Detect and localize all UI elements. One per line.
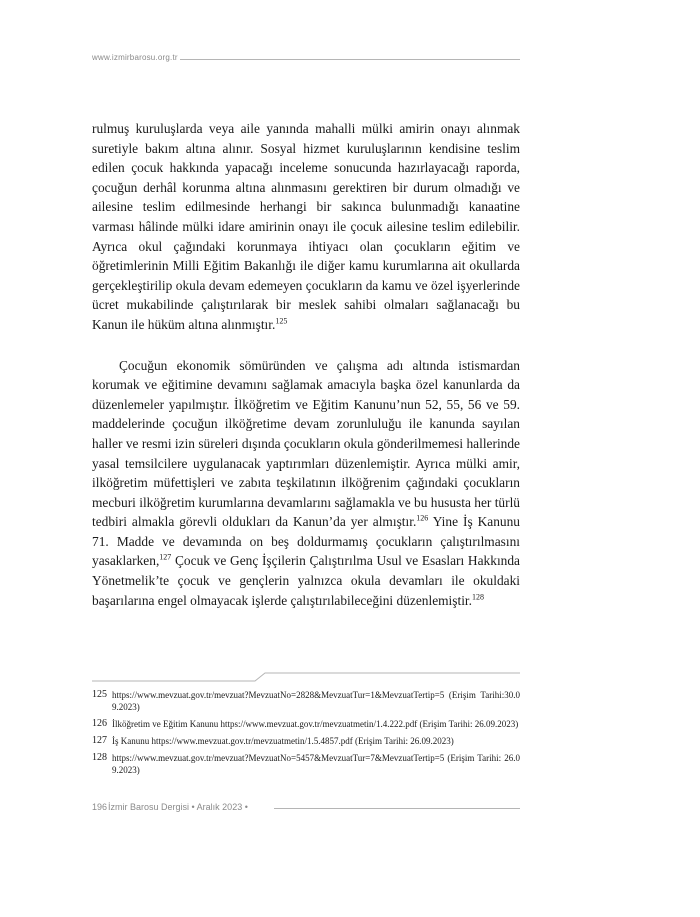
footnote-125 xyxy=(92,689,520,713)
paragraph-2-text-2: Yine İş Kanunu 71. Madde ve devamında on beş doldurmamış çocukların çalıştırılmasını yasaklarken, xyxy=(92,514,520,569)
header-rule xyxy=(180,59,520,60)
footnote-number: 128 xyxy=(92,752,107,763)
page-header xyxy=(92,53,520,67)
footnote-127 xyxy=(92,735,520,747)
footnote-126 xyxy=(92,718,520,730)
paragraph-1 xyxy=(92,119,520,335)
footnote-128 xyxy=(92,752,520,776)
body-text xyxy=(92,119,520,610)
footnote-text: https://www.mevzuat.gov.tr/mevzuat?MevzuatNo=5457&MevzuatTur=7&MevzuatTertip=5 (Erişim Tarihi: 26.09.2023) xyxy=(112,753,520,775)
footnote-number: 127 xyxy=(92,735,107,746)
footnote-ref-127: 127 xyxy=(159,553,172,562)
footnote-text: https://www.mevzuat.gov.tr/mevzuat?MevzuatNo=2828&MevzuatTur=1&MevzuatTertip=5 (Erişim Tarihi:30.09.2023) xyxy=(112,690,520,712)
journal-title: İzmir Barosu Dergisi • Aralık 2023 • xyxy=(108,802,248,812)
footnotes xyxy=(92,689,520,781)
footnote-separator xyxy=(92,671,520,683)
footnote-text: İş Kanunu https://www.mevzuat.gov.tr/mevzuatmetin/1.5.4857.pdf (Erişim Tarihi: 26.09.2023) xyxy=(112,736,454,746)
footer-rule xyxy=(274,808,520,809)
footnote-ref-128: 128 xyxy=(472,592,484,602)
footnote-ref-126: 126 xyxy=(416,513,429,523)
header-site-url: www.izmirbarosu.org.tr xyxy=(92,53,178,62)
page-number: 196 xyxy=(92,802,108,812)
footnote-number: 126 xyxy=(92,718,107,729)
paragraph-2-text-1: Çocuğun ekonomik sömüründen ve çalışma adı altında istismardan korumak ve eğitimine devamını sağlamak amacıyla başka özel kanunlarda da düzenlemeler yapılmıştır. İlköğretim ve Eğitim Kanunu’nun 52, 55, 56 ve 59. maddelerinde çocuğun ilköğretime devam zorunluluğu ile kanunda sayılan haller ve resmi izin süreleri dışında çocukların okula gönderilmemesi hallerinde yasal temsilcilere uygulanacak yaptırımları düzenlemiştir. Ayrıca mülki amir, ilköğretim müfettişleri ve zabıta teşkilatının ilköğrenim çağındaki çocukların mecburi ilköğretim kurumlarına devamlarını sağlamakla ve bu hususta her türlü tedbiri almakla görevli oldukları da Kanun’da yer almıştır. xyxy=(92,357,521,530)
paragraph-2-text-3: Çocuk ve Genç İşçilerin Çalıştırılma Usul ve Esasları Hakkında Yönetmelik’te çocuk ve gençlerin yalnızca okula devamları ile okuldaki başarılarına engel olmayacak işlerde çalıştırılabileceğini düzenlemiştir. xyxy=(92,553,520,608)
footnote-ref-125: 125 xyxy=(275,316,288,326)
page-footer xyxy=(92,802,520,816)
footnote-number: 125 xyxy=(92,689,107,700)
footnote-text: İlköğretim ve Eğitim Kanunu https://www.mevzuat.gov.tr/mevzuatmetin/1.4.222.pdf (Erişim Tarihi: 26.09.2023) xyxy=(112,719,519,729)
paragraph-1-text: rulmuş kuruluşlarda veya aile yanında mahalli mülki amirin onayı alınmak suretiyle bakım altına alınır. Sosyal hizmet kuruluşlarının kendisine teslim edilen çocuk hakkında yapacağı inceleme sonucunda hazırlayacağı raporda, çocuğun derhâl korunma altına alınmasını gerektiren bir durum olmadığı ve ailesine teslim edilmesinde herhangi bir sakınca bulunmadığı kanaatine varması hâlinde mülki idare amirinin onayı ile çocuk ailesine teslim edilebilir. Ayrıca okul çağındaki korunmaya ihtiyacı olan çocukların eğitim ve öğretimlerinin Milli Eğitim Bakanlığı ile diğer kamu kurumlarına ait okullarda gerçekleştirilip okula devam edemeyen çocukların da kamu ve özel işyerlerinde ücret mukabilinde çalıştırılarak bir meslek sahibi olmaları sağlanacağı bu Kanun ile hüküm altına alınmıştır. xyxy=(92,121,520,332)
paragraph-2 xyxy=(92,356,520,611)
